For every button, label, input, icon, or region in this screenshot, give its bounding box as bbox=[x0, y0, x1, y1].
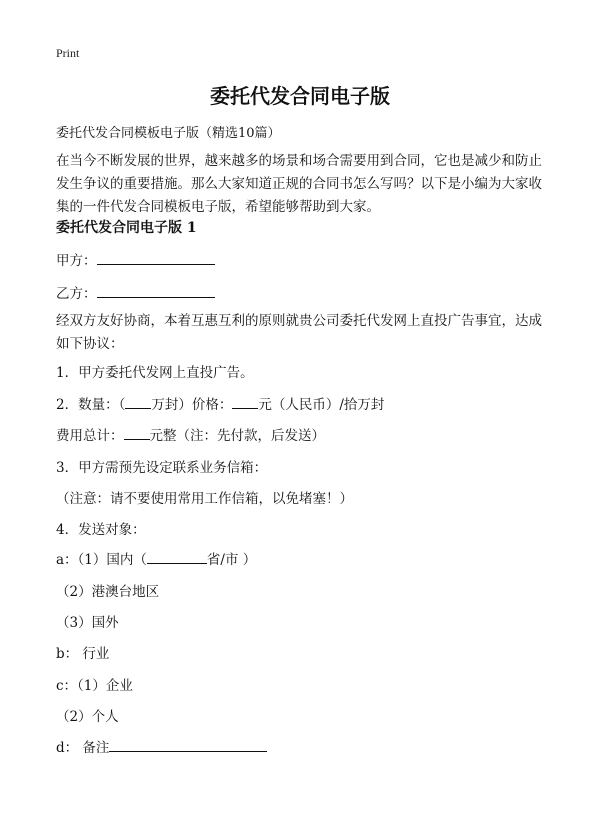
agreement-paragraph: 经双方友好协商，本着互惠互利的原则就贵公司委托代发网上直投广告事宜，达成如下协议： bbox=[56, 313, 542, 352]
target-a-foreign: （3）国外 bbox=[56, 615, 119, 631]
party-b-blank bbox=[97, 283, 215, 298]
fee-total bbox=[56, 424, 325, 444]
party-b-label: 乙方： bbox=[56, 286, 97, 302]
target-a-domestic bbox=[56, 548, 256, 568]
party-a-label: 甲方： bbox=[56, 253, 97, 269]
item-4: 4．发送对象： bbox=[56, 522, 146, 538]
item-2-qty-label: 2．数量：（ bbox=[56, 397, 126, 413]
target-d-remark bbox=[56, 736, 267, 756]
remark-label: d： 备注 bbox=[56, 740, 110, 756]
print-link[interactable]: Print bbox=[56, 46, 80, 60]
item-1: 1．甲方委托代发网上直投广告。 bbox=[56, 365, 254, 381]
party-b-line bbox=[56, 282, 215, 302]
intro-paragraph: 在当今不断发展的世界，越来越多的场景和场合需要用到合同，它也是减少和防止发生争议的重要措施。那么大家知道正规的合同书怎么写吗？以下是小编为大家收集的一件代发合同模板电子版，希望能够帮助到大家。 bbox=[56, 153, 542, 215]
fee-blank bbox=[124, 425, 150, 440]
remark-blank bbox=[109, 737, 267, 752]
price-blank bbox=[232, 394, 258, 409]
item-2-price-label: 万封）价格： bbox=[151, 397, 233, 413]
province-blank bbox=[147, 549, 207, 564]
qty-blank bbox=[125, 394, 151, 409]
target-b-industry: b： 行业 bbox=[56, 646, 110, 662]
item-2 bbox=[56, 393, 384, 413]
party-a-blank bbox=[97, 250, 215, 265]
fee-note: 元整（注：先付款，后发送） bbox=[149, 428, 325, 444]
item-3: 3．甲方需预先设定联系业务信箱： bbox=[56, 460, 268, 476]
mailbox-note: （注意：请不要使用常用工作信箱，以免堵塞！） bbox=[56, 491, 353, 507]
doc-subtitle: 委托代发合同模板电子版（精选10篇） bbox=[56, 126, 281, 141]
fee-label: 费用总计： bbox=[56, 428, 124, 444]
domestic-label: a：（1）国内（ bbox=[56, 552, 147, 568]
target-c-enterprise: c：（1）企业 bbox=[56, 678, 133, 694]
target-c-individual: （2）个人 bbox=[56, 709, 119, 725]
section-heading: 委托代发合同电子版 1 bbox=[56, 220, 197, 236]
page-title: 委托代发合同电子版 bbox=[210, 84, 390, 108]
item-2-unit: 元（人民币）/拾万封 bbox=[258, 397, 385, 413]
party-a-line bbox=[56, 249, 215, 269]
province-suffix: 省/市 ） bbox=[206, 552, 257, 568]
target-a-hkmt: （2）港澳台地区 bbox=[56, 584, 160, 600]
